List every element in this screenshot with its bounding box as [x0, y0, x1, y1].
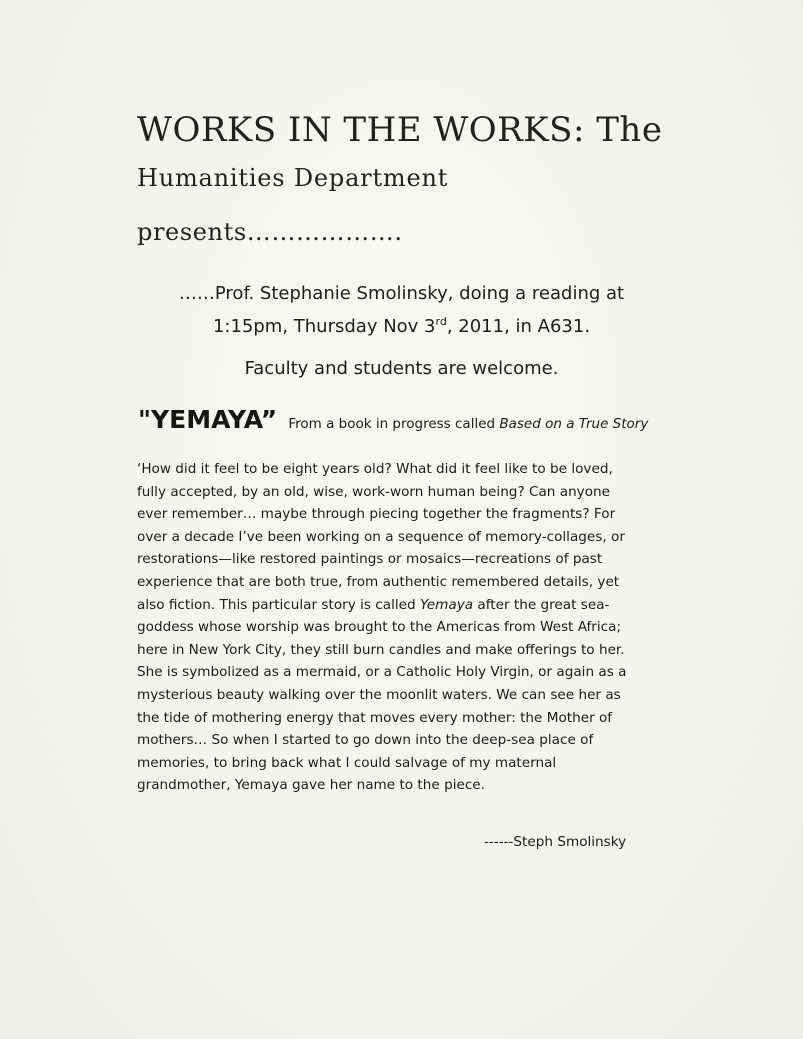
- flyer-title: WORKS IN THE WORKS: The: [137, 110, 663, 150]
- body-line: here in New York City, they still burn candles and make offerings to her.: [137, 641, 625, 658]
- body-line: [137, 594, 647, 617]
- body-line-part: after the great sea-: [473, 596, 610, 613]
- date-ordinal-suffix: rd: [435, 315, 447, 328]
- body-line: mysterious beauty walking over the moonlit waters. We can see her as: [137, 686, 621, 703]
- body-line: mothers… So when I started to go down into the deep-sea place of: [137, 732, 594, 749]
- reading-title-row: [138, 405, 648, 434]
- body-line: memories, to bring back what I could salvage of my maternal: [137, 754, 557, 771]
- event-date-prefix: 1:15pm, Thursday Nov 3: [212, 316, 436, 337]
- body-line: ever remember… maybe through piecing together the fragments? For: [137, 506, 616, 523]
- reading-title: "YEMAYA”: [138, 405, 278, 434]
- author-signature: ------Steph Smolinsky: [484, 834, 627, 850]
- presents-line: presents……………….: [137, 218, 403, 246]
- department-name: Humanities Department: [137, 164, 449, 192]
- reading-subtitle: [288, 416, 648, 432]
- story-title: Yemaya: [419, 596, 474, 613]
- body-line: goddess whose worship was brought to the Americas from West Africa;: [137, 619, 622, 636]
- body-line: She is symbolized as a mermaid, or a Catholic Holy Virgin, or again as a: [137, 664, 627, 681]
- body-line: experience that are both true, from authentic remembered details, yet: [137, 573, 620, 590]
- body-line: over a decade I’ve been working on a sequence of memory-collages, or: [137, 528, 625, 545]
- welcome-text: Faculty and students are welcome.: [244, 358, 559, 379]
- book-title: Based on a True Story: [499, 416, 649, 432]
- body-line: ‘How did it feel to be eight years old? What did it feel like to be loved,: [137, 461, 613, 477]
- body-line: the tide of mothering energy that moves every mother: the Mother of: [137, 709, 613, 726]
- body-line: restorations—like restored paintings or mosaics—recreations of past: [137, 551, 603, 568]
- event-datetime-line: [0, 315, 803, 337]
- subtitle-prefix: From a book in progress called: [288, 416, 500, 432]
- body-line-part: also fiction. This particular story is called: [137, 596, 420, 613]
- body-line: fully accepted, by an old, wise, work-worn human being? Can anyone: [137, 483, 611, 500]
- event-speaker-line: ……Prof. Stephanie Smolinsky, doing a reading at: [178, 283, 625, 304]
- event-date-suffix: , 2011, in A631.: [446, 316, 591, 337]
- body-line: grandmother, Yemaya gave her name to the piece.: [137, 777, 485, 794]
- reading-description: [137, 458, 647, 797]
